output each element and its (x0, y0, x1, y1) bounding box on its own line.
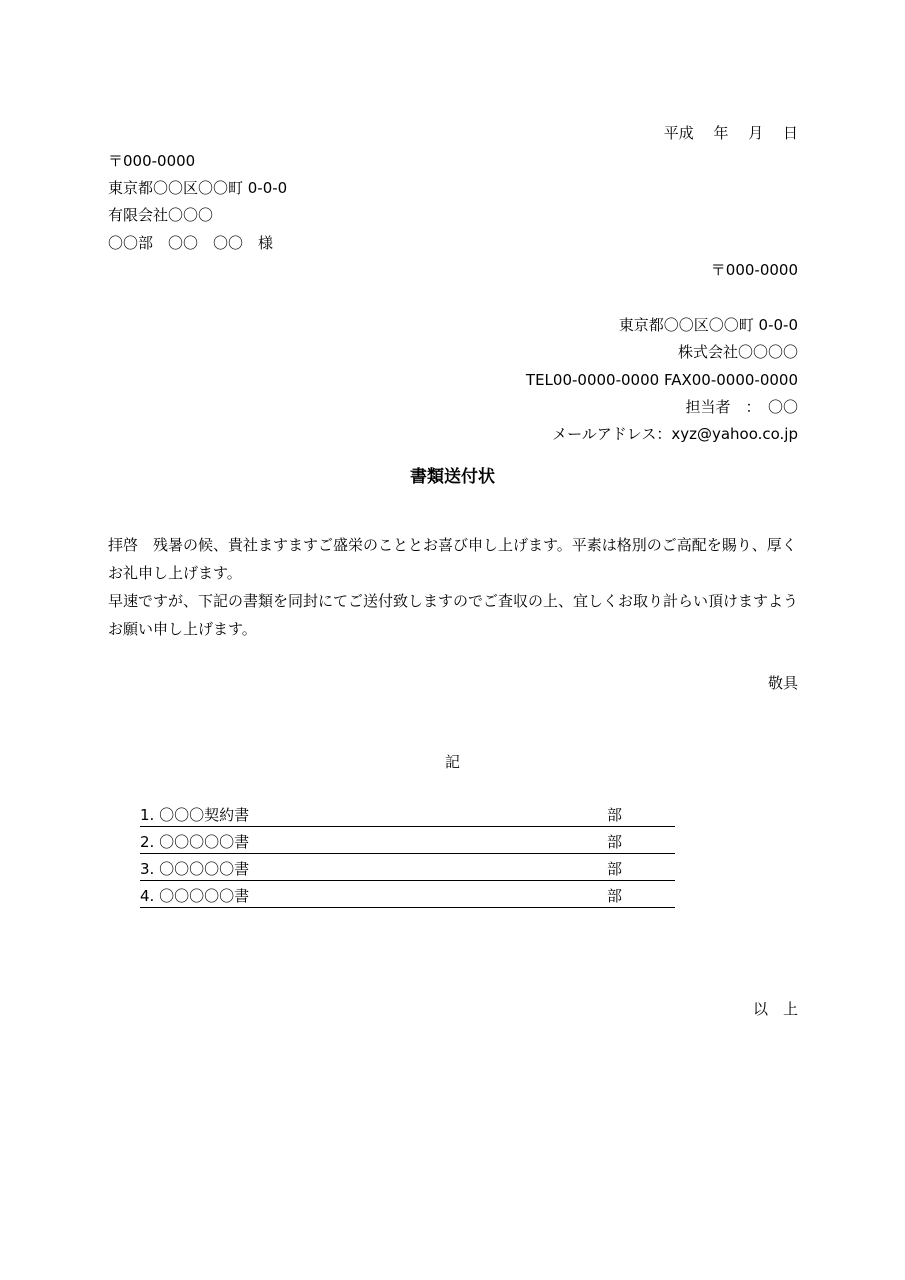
list-item (140, 881, 675, 908)
recipient-person: 〇〇部 〇〇 〇〇 様 (108, 234, 274, 252)
list-item (140, 800, 675, 827)
item-unit: 部 (607, 833, 623, 851)
item-unit: 部 (607, 887, 623, 905)
sender-address: 東京都〇〇区〇〇町 0-0-0 (618, 316, 798, 334)
item-name: 4. 〇〇〇〇〇書 (140, 887, 250, 905)
sender-email: メールアドレス：xyz@yahoo.co.jp (552, 425, 798, 443)
date: 平成 年 月 日 (663, 124, 798, 142)
sender-postal: 〒000-0000 (710, 261, 798, 279)
item-unit: 部 (607, 860, 623, 878)
list-item (140, 854, 675, 881)
item-unit: 部 (607, 806, 623, 824)
item-name: 3. 〇〇〇〇〇書 (140, 860, 250, 878)
recipient-address: 東京都〇〇区〇〇町 0-0-0 (108, 179, 288, 197)
end-ijo: 以 上 (752, 1000, 798, 1018)
sender-telfax: TEL00-0000-0000 FAX00-0000-0000 (525, 371, 798, 389)
ki-heading: 記 (444, 753, 460, 771)
recipient-company: 有限会社〇〇〇 (108, 206, 214, 224)
sender-contact: 担当者 ： 〇〇 (685, 398, 798, 416)
closing-keigu: 敬具 (767, 674, 798, 692)
document-title: 書類送付状 (410, 467, 495, 487)
body-paragraph-2: 早速ですが、下記の書類を同封にてご送付致しますのでご査収の上、宜しくお取り計らい頂けますようお願い申し上げます。 (108, 592, 799, 638)
recipient-postal: 〒000-0000 (108, 152, 196, 170)
letter-body (108, 531, 808, 643)
document-list (140, 800, 675, 908)
body-paragraph-1: 拝啓 残暑の候、貴社ますますご盛栄のこととお喜び申し上げます。平素は格別のご高配を賜り、厚くお礼申し上げます。 (108, 536, 797, 582)
sender-company: 株式会社〇〇〇〇 (677, 343, 798, 361)
item-name: 2. 〇〇〇〇〇書 (140, 833, 250, 851)
item-name: 1. 〇〇〇契約書 (140, 806, 250, 824)
list-item (140, 827, 675, 854)
